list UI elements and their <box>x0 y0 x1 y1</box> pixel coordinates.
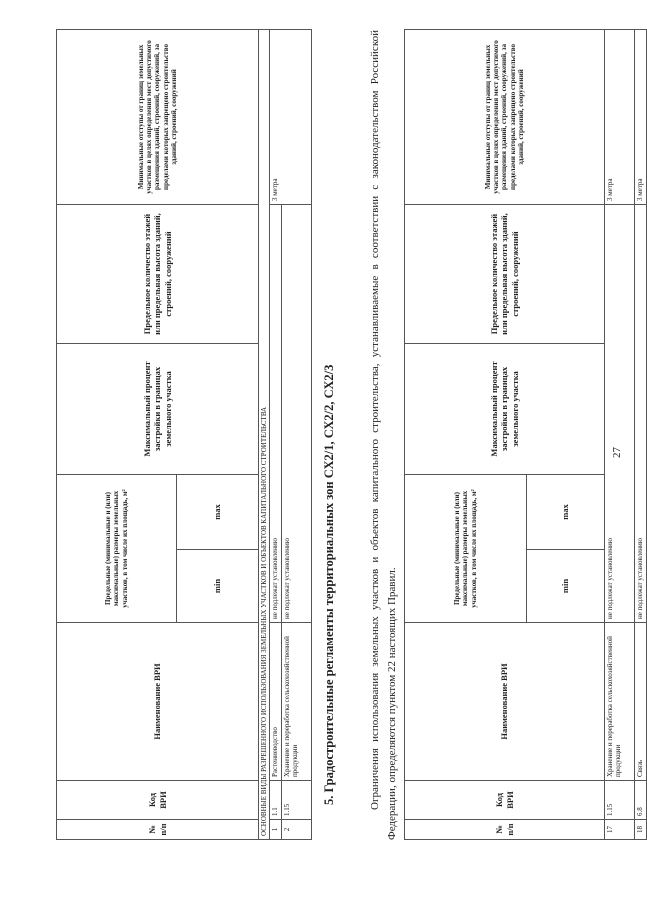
row-num: 17 <box>605 820 635 840</box>
header-floors: Предельное количество этажей или предельная высота зданий, строений, сооружений <box>405 205 605 344</box>
header-num: № п/п <box>57 820 259 840</box>
row-sizes: не подлежат установлению <box>635 205 647 623</box>
header-max: max <box>177 475 259 550</box>
row-setback: 3 метра <box>605 30 635 205</box>
header-num: № п/п <box>405 820 605 840</box>
header-percent: Максимальный процент застройки в границах земельного участка <box>405 344 605 475</box>
header-setback: Минимальные отступы от границ земельных участков в целях определения мест допустимого размещения зданий, строений, сооружений, за пределами которых запрещено строительство зданий, строений, сооружений <box>57 30 259 205</box>
row-code: 1.15 <box>281 781 311 820</box>
header-name: Наименование ВРИ <box>57 623 259 781</box>
header-sizes: Предельные (минимальные и (или) максимальные) размеры земельных участков, в том числе их площадь, м² <box>405 475 527 623</box>
page-number: 27 <box>611 447 623 458</box>
table-row <box>605 30 635 840</box>
row-setback: 3 метра <box>270 30 311 205</box>
table-row <box>635 30 647 840</box>
row-num: 1 <box>270 820 281 840</box>
section-row: ОСНОВНЫЕ ВИДЫ РАЗРЕШЕННОГО ИСПОЛЬЗОВАНИЯ ЗЕМЕЛЬНЫХ УЧАСТКОВ И ОБЪЕКТОВ КАПИТАЛЬНОГО СТРОИТЕЛЬСТВА <box>259 30 270 840</box>
row-num: 18 <box>635 820 647 840</box>
header-sizes: Предельные (минимальные и (или) максимальные) размеры земельных участков, в том числе их площадь, м² <box>57 475 177 623</box>
header-max: max <box>527 475 605 550</box>
row-code: 6.8 <box>635 781 647 820</box>
header-code: Код ВРИ <box>405 781 605 820</box>
row-sizes: не подлежат установлению <box>605 205 635 623</box>
row-code: 1.1 <box>270 781 281 820</box>
row-name: Хранение и переработка сельскохозяйственной продукции <box>281 623 311 781</box>
regulations-table-continued <box>404 29 647 840</box>
restrictions-paragraph: Ограничения использования земельных участков и объектов капитального строительства, устанавливаемые в соответствии с законодательством Российской Федерации, определяются пунктом 22 настоящих Правил. <box>369 30 398 840</box>
header-percent: Максимальный процент застройки в границах земельного участка <box>57 344 259 475</box>
row-sizes: не подлежат установлению <box>270 205 281 623</box>
header-floors: Предельное количество этажей или предельная высота зданий, строений, сооружений <box>57 205 259 344</box>
header-min: min <box>527 550 605 623</box>
row-num: 2 <box>281 820 311 840</box>
row-name: Связь <box>635 623 647 781</box>
row-setback: 3 метра <box>635 30 647 205</box>
section-heading: 5. Градостроительные регламенты территориальных зон СХ2/1, СХ2/2, СХ2/3 <box>322 364 336 805</box>
row-code: 1.15 <box>605 781 635 820</box>
header-name: Наименование ВРИ <box>405 623 605 781</box>
header-min: min <box>177 550 259 623</box>
table-row <box>270 30 281 840</box>
row-sizes: не подлежат установлению <box>281 205 311 623</box>
header-setback: Минимальные отступы от границ земельных участков в целях определения мест допустимого размещения зданий, строений, сооружений, за пределами которых запрещено строительство зданий, строений, сооружений <box>405 30 605 205</box>
row-name: Растениеводство <box>270 623 281 781</box>
header-code: Код ВРИ <box>57 781 259 820</box>
row-name: Хранение и переработка сельскохозяйственной продукции <box>605 623 635 781</box>
regulations-table-sx2 <box>56 29 312 840</box>
